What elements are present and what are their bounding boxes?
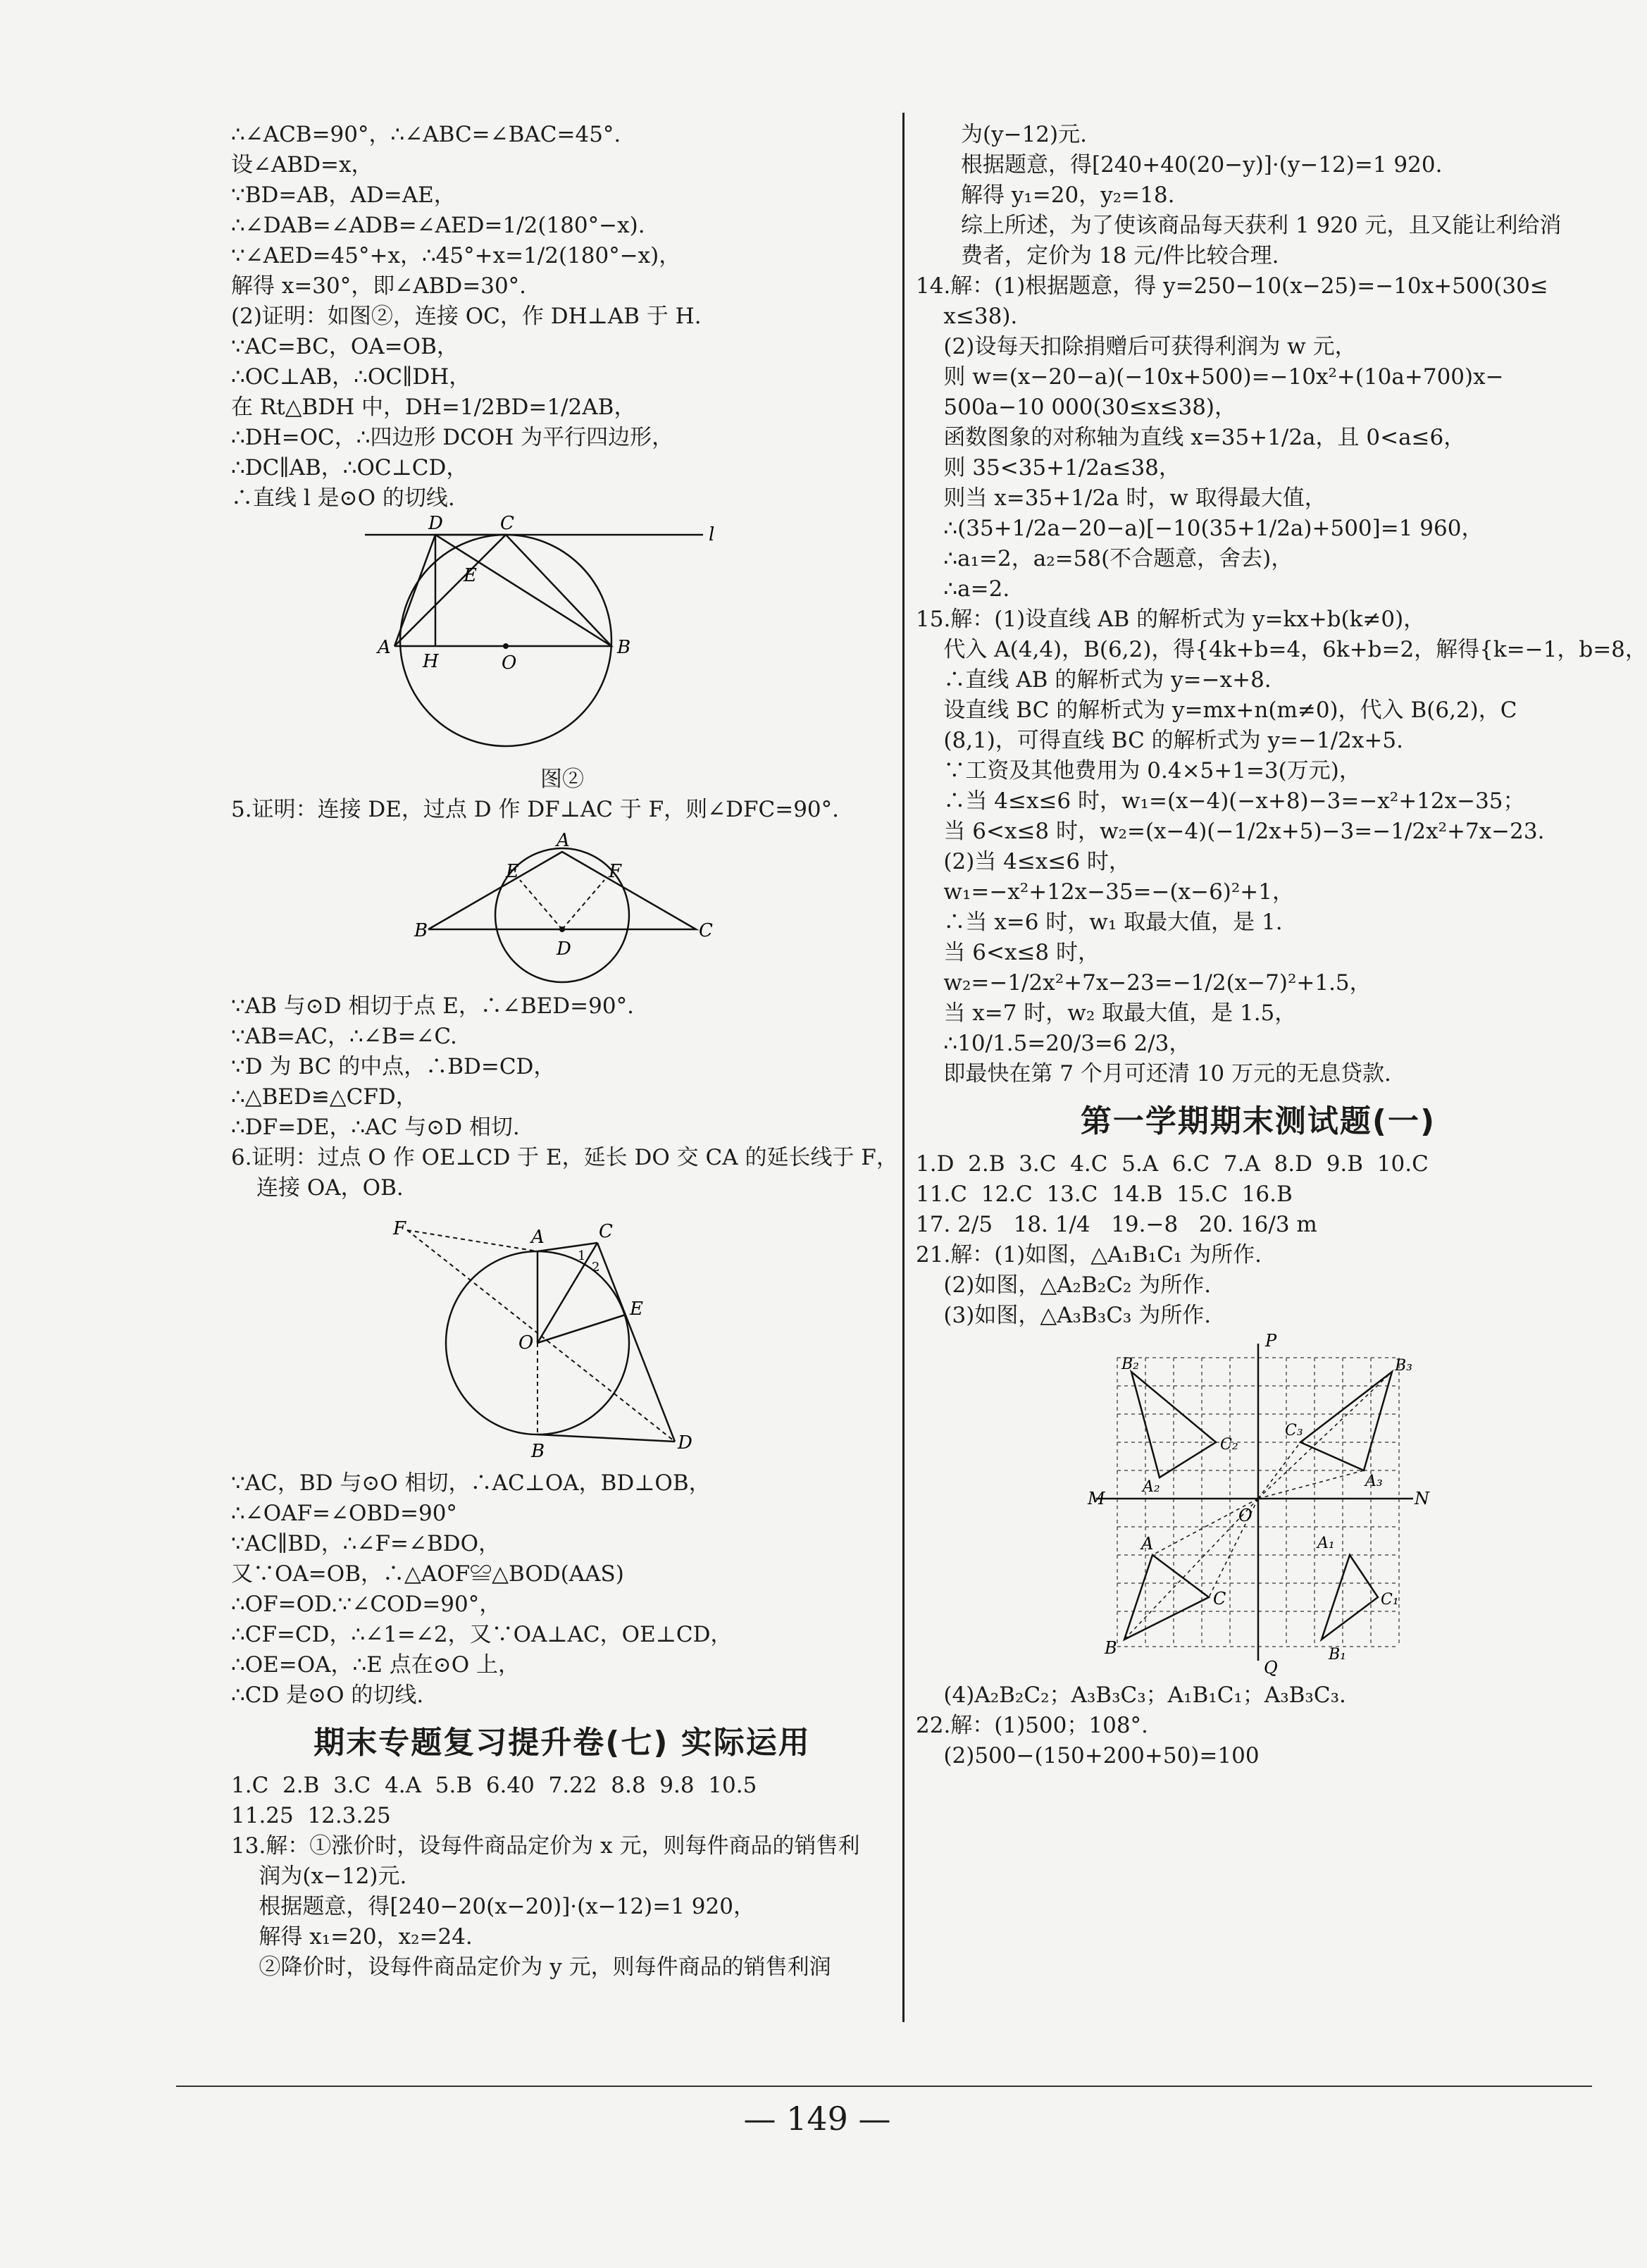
q15-line: (2)当 4≤x≤6 时，: [916, 849, 1131, 874]
exam-section-title: 第一学期期末测试题(一): [1080, 1103, 1436, 1139]
q15-line: 当 6<x≤8 时，: [916, 940, 1100, 965]
q13-line: 解得 x₁=20，x₂=24.: [231, 1924, 473, 1950]
q6-line: ∵AC，BD 与⊙O 相切，∴AC⊥OA，BD⊥OB，: [231, 1470, 711, 1496]
grid-label-b3: B₃: [1395, 1357, 1412, 1375]
q6-line: ∵AC∥BD，∴∠F=∠BDO，: [231, 1531, 500, 1556]
q22-line: 22.解：(1)500；108°.: [916, 1713, 1148, 1738]
grid-label-a3: A₃: [1365, 1473, 1383, 1490]
q13c-line: 为(y−12)元.: [961, 122, 1087, 147]
grid-label-m: M: [1088, 1489, 1105, 1508]
grid-label-c3: C₃: [1285, 1422, 1303, 1439]
q5-line: ∵D 为 BC 的中点，∴BD=CD，: [231, 1054, 556, 1079]
fig2-label-d: D: [428, 513, 443, 534]
q4-line: 在 Rt△BDH 中，DH=1/2BD=1/2AB，: [231, 395, 636, 420]
q14-line: (2)设每天扣除捐赠后可获得利润为 w 元，: [916, 334, 1357, 359]
q14-line: 14.解：(1)根据题意，得 y=250−10(x−25)=−10x+500(30≤: [916, 273, 1548, 299]
q21-line: 21.解：(1)如图，△A₁B₁C₁ 为所作.: [916, 1242, 1262, 1268]
exam-answers-3: 17. 2/5 18. 1/4 19.−8 20. 16/3 m: [916, 1212, 1317, 1237]
q5-line: ∴△BED≌△CFD，: [231, 1084, 418, 1110]
q13-solution: [231, 1831, 893, 1983]
q13-line: ②降价时，设每件商品定价为 y 元，则每件商品的销售利润: [231, 1954, 831, 1980]
q13c-line: 费者，定价为 18 元/件比较合理.: [961, 243, 1279, 268]
q15-line: ∴当 4≤x≤6 时，w₁=(x−4)(−x+8)−3=−x²+12x−35；: [916, 788, 1525, 814]
q6-intro-2: 连接 OA，OB.: [256, 1175, 404, 1201]
q4-line: ∵AC=BC，OA=OB，: [231, 334, 459, 359]
page-number: — 149 —: [743, 2100, 891, 2138]
fig5-label-e: E: [506, 861, 519, 882]
fig5-label-a: A: [557, 830, 570, 851]
q14-line: ∴a₁=2，a₂=58(不合题意，舍去)，: [916, 546, 1293, 571]
fig6-label-f: F: [393, 1218, 406, 1239]
q5-intro: 5.证明：连接 DE，过点 D 作 DF⊥AC 于 F，则∠DFC=90°.: [231, 797, 840, 822]
q15-line: 当 x=7 时，w₂ 取最大值，是 1.5，: [916, 1000, 1297, 1026]
q21-tail: (4)A₂B₂C₂；A₃B₃C₃；A₁B₁C₁；A₃B₃C₃.: [916, 1683, 1346, 1708]
fig2-label-b: B: [617, 637, 631, 658]
grid-label-a2: A₂: [1143, 1478, 1160, 1496]
q4-line: ∴直线 l 是⊙O 的切线.: [231, 485, 455, 511]
q4-line: ∴∠ACB=90°，∴∠ABC=∠BAC=45°.: [231, 122, 621, 147]
q4-line: ∴∠DAB=∠ADB=∠AED=1/2(180°−x).: [231, 213, 645, 238]
q4-line: ∴DC∥AB，∴OC⊥CD，: [231, 455, 468, 481]
grid-label-c1: C₁: [1381, 1591, 1399, 1609]
grid-label-q: Q: [1264, 1658, 1278, 1678]
q4-line: ∴DH=OC，∴四边形 DCOH 为平行四边形，: [231, 425, 674, 450]
fig6-label-b: B: [531, 1441, 545, 1462]
q4-line: ∴OC⊥AB，∴OC∥DH，: [231, 364, 471, 390]
q6-intro-1: 6.证明：过点 O 作 OE⊥CD 于 E，延长 DO 交 CA 的延长线于 F，: [231, 1145, 898, 1170]
fig6-label-a: A: [531, 1227, 545, 1248]
q22-line: (2)500−(150+200+50)=100: [916, 1743, 1260, 1768]
fig5-label-b: B: [414, 920, 428, 941]
q15-line: (8,1)，可得直线 BC 的解析式为 y=−1/2x+5.: [916, 728, 1403, 753]
q13c-line: 根据题意，得[240+40(20−y)]·(y−12)=1 920.: [961, 152, 1443, 178]
fig2-label-h: H: [423, 651, 439, 672]
grid-label-p: P: [1265, 1331, 1277, 1351]
grid-label-a: A: [1141, 1534, 1154, 1554]
q15-line: ∴10/1.5=20/3=6 2/3，: [916, 1031, 1191, 1056]
fig2-label-c: C: [500, 513, 514, 534]
grid-label-b1: B₁: [1329, 1646, 1346, 1663]
q4-line: (2)证明：如图②，连接 OC，作 DH⊥AB 于 H.: [231, 304, 702, 329]
q14-line: 则当 x=35+1/2a 时，w 取得最大值，: [916, 485, 1326, 511]
grid-figure: [1088, 1331, 1429, 1678]
fig6-label-1: 1: [578, 1248, 586, 1263]
q14-line: x≤38).: [916, 304, 1018, 329]
s7-answers-2: 11.25 12.3.25: [231, 1803, 391, 1828]
fig2-label-e: E: [464, 565, 477, 586]
exam-answers-1: 1.D 2.B 3.C 4.C 5.A 6.C 7.A 8.D 9.B 10.C: [916, 1151, 1429, 1177]
q5-line: ∴DF=DE，∴AC 与⊙D 相切.: [231, 1115, 520, 1140]
q6-line: 又∵OA=OB，∴△AOF≌△BOD(AAS): [231, 1561, 624, 1587]
q14-line: ∴(35+1/2a−20−a)[−10(35+1/2a)+500]=1 960，: [916, 516, 1484, 541]
q5-line: ∵AB 与⊙D 相切于点 E，∴∠BED=90°.: [231, 993, 634, 1019]
fig6-label-o: O: [518, 1332, 534, 1353]
grid-label-b2: B₂: [1121, 1356, 1139, 1373]
column-divider: [902, 113, 905, 2022]
fig6-label-2: 2: [592, 1260, 600, 1275]
fig5-label-f: F: [609, 861, 622, 882]
q6-line: ∴OE=OA，∴E 点在⊙O 上，: [231, 1652, 520, 1678]
q4-line: ∵BD=AB，AD=AE，: [231, 182, 456, 208]
grid-label-a1: A₁: [1317, 1535, 1335, 1552]
q4-line: ∵∠AED=45°+x，∴45°+x=1/2(180°−x)，: [231, 243, 681, 268]
q6-line: ∴CD 是⊙O 的切线.: [231, 1683, 424, 1708]
q15-line: 即最快在第 7 个月可还清 10 万元的无息贷款.: [916, 1061, 1391, 1086]
fig5-label-c: C: [699, 920, 713, 941]
grid-label-o: O: [1238, 1506, 1253, 1525]
q14-line: 则 w=(x−20−a)(−10x+500)=−10x²+(10a+700)x−: [916, 364, 1504, 390]
q13c-line: 综上所述，为了使该商品每天获利 1 920 元，且又能让利给消: [961, 213, 1562, 238]
right-column: [916, 120, 1647, 1771]
q6-line: ∴∠OAF=∠OBD=90°: [231, 1501, 457, 1526]
q5-line: ∵AB=AC，∴∠B=∠C.: [231, 1024, 457, 1049]
q15-line: 当 6<x≤8 时，w₂=(x−4)(−1/2x+5)−3=−1/2x²+7x−23.: [916, 819, 1545, 844]
q14-solution: [916, 271, 1601, 605]
q21-line: (3)如图，△A₃B₃C₃ 为所作.: [916, 1303, 1212, 1328]
q4-line: 解得 x=30°，即∠ABD=30°.: [231, 273, 527, 299]
footer-rule: [176, 2086, 1592, 2087]
q13-line: 润为(x−12)元.: [231, 1864, 407, 1889]
q6-line: ∴OF=OD.∵∠COD=90°，: [231, 1592, 502, 1617]
q15-line: w₁=−x²+12x−35=−(x−6)²+1，: [916, 879, 1295, 905]
q6-line: ∴CF=CD，∴∠1=∠2，又∵OA⊥AC，OE⊥CD，: [231, 1622, 733, 1647]
q5-solution: [231, 991, 893, 1143]
q4-solution: [231, 120, 893, 514]
q22-solution: [916, 1711, 1601, 1771]
grid-label-n: N: [1415, 1489, 1429, 1508]
q15-line: ∴当 x=6 时，w₁ 取最大值，是 1.: [916, 910, 1283, 935]
q13-line: 根据题意，得[240−20(x−20)]·(x−12)=1 920，: [231, 1894, 755, 1919]
figure-2: [365, 513, 759, 759]
q21-line: (2)如图，△A₂B₂C₂ 为所作.: [916, 1272, 1212, 1298]
q13c-line: 解得 y₁=20，y₂=18.: [961, 182, 1175, 208]
q15-line: 代入 A(4,4)，B(6,2)，得{4k+b=4，6k+b=2，解得{k=−1，b=8，: [916, 637, 1647, 662]
fig6-label-e: E: [630, 1299, 643, 1320]
q4-line: 设∠ABD=x，: [231, 152, 373, 178]
section-7-title: 期末专题复习提升卷(七) 实际运用: [313, 1725, 811, 1761]
q15-line: ∵工资及其他费用为 0.4×5+1=3(万元)，: [916, 758, 1361, 783]
q15-line: w₂=−1/2x²+7x−23=−1/2(x−7)²+1.5，: [916, 970, 1372, 996]
q15-line: 15.解：(1)设直线 AB 的解析式为 y=kx+b(k≠0)，: [916, 607, 1426, 632]
left-column: [231, 120, 898, 1983]
fig6-label-d: D: [678, 1432, 692, 1454]
grid-label-c: C: [1213, 1589, 1226, 1609]
fig2-label-a: A: [378, 637, 391, 658]
q14-line: 函数图象的对称轴为直线 x=35+1/2a，且 0<a≤6，: [916, 425, 1466, 450]
q13-line: 13.解：①涨价时，设每件商品定价为 x 元，则每件商品的销售利: [231, 1833, 860, 1859]
q15-solution: [916, 605, 1647, 1089]
grid-label-b: B: [1105, 1638, 1117, 1658]
q15-line: 设直线 BC 的解析式为 y=mx+n(m≠0)，代入 B(6,2)，C: [916, 698, 1517, 723]
q15-line: ∴直线 AB 的解析式为 y=−x+8.: [916, 667, 1272, 693]
fig5-label-d: D: [557, 938, 571, 960]
fig6-label-c: C: [599, 1221, 613, 1242]
q14-line: 则 35<35+1/2a≤38，: [916, 455, 1181, 481]
s7-answers-1: 1.C 2.B 3.C 4.A 5.B 6.40 7.22 8.8 9.8 10.5: [231, 1773, 757, 1798]
fig2-label-o: O: [502, 652, 517, 674]
q21-solution: [916, 1240, 1601, 1331]
fig2-label-l: l: [709, 524, 715, 545]
q14-line: ∴a=2.: [916, 576, 1010, 602]
q6-solution: [231, 1468, 893, 1711]
exam-answers-2: 11.C 12.C 13.C 14.B 15.C 16.B: [916, 1182, 1293, 1207]
fig2-caption: 图②: [540, 767, 584, 792]
figure-6: [393, 1209, 731, 1463]
figure-5: [414, 830, 713, 986]
q14-line: 500a−10 000(30≤x≤38)，: [916, 395, 1237, 420]
q13-continued: [916, 120, 1601, 271]
grid-label-c2: C₂: [1220, 1436, 1238, 1454]
